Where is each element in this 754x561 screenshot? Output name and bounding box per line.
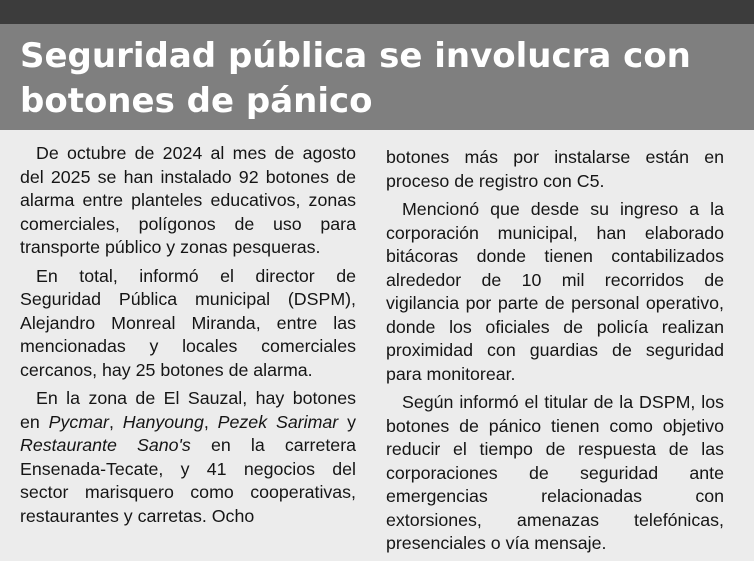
article-left-column xyxy=(20,142,356,533)
business-name-restaurante-sanos: Restaurante Sano's xyxy=(20,435,191,455)
headline-band xyxy=(0,24,754,130)
separator-3: y xyxy=(338,411,356,432)
business-name-pycmar: Pycmar xyxy=(48,411,109,432)
paragraph-3-start: En la zona de El Sauzal, hay botones en xyxy=(20,388,356,432)
business-name-pezek-sarimar: Pezek Sarimar xyxy=(217,411,339,432)
paragraph-3-continued: botones más por instalarse están en proceso de registro con C5. xyxy=(386,147,724,191)
paragraph-2: En total, informó el director de Seguridad Pública municipal (DSPM), Alejandro Monreal Miranda, entre las mencionadas y locales comerciales cercanos, hay 25 botones de alarma. xyxy=(20,265,356,380)
paragraph-1: De octubre de 2024 al mes de agosto del 2025 se han instalado 92 botones de alarma entre planteles educativos, zonas comerciales, polígonos de uso para transporte público y zonas pesqueras. xyxy=(20,143,356,257)
paragraph-4: Mencionó que desde su ingreso a la corporación municipal, han elaborado bitácoras donde tienen contabilizados alrededor de 10 mil recorridos de vigilancia por parte de personal operativo, donde los oficiales de policía realizan proximidad con guardias de seguridad para monitorear. xyxy=(386,199,724,384)
article-right-column xyxy=(386,146,724,561)
top-dark-bar xyxy=(0,0,754,24)
separator-1: , xyxy=(108,411,123,432)
article-headline: Seguridad pública se involucra con botones de pánico xyxy=(20,36,691,121)
paragraph-3 xyxy=(20,387,356,528)
separator-2: , xyxy=(203,411,218,432)
paragraph-3-end: en la carretera Ensenada-Tecate, y 41 negocios del sector marisquero como cooperativas, restaurantes y carretas. Ocho xyxy=(20,435,357,526)
business-name-hanyoung: Hanyoung xyxy=(122,411,204,432)
paragraph-5: Según informó el titular de la DSPM, los botones de pánico tienen como objetivo reducir el tiempo de respuesta de las corporaciones de seguridad ante emergencias relacionadas con extorsiones, amenazas telefónicas, presenciales o vía mensaje. xyxy=(386,392,724,553)
